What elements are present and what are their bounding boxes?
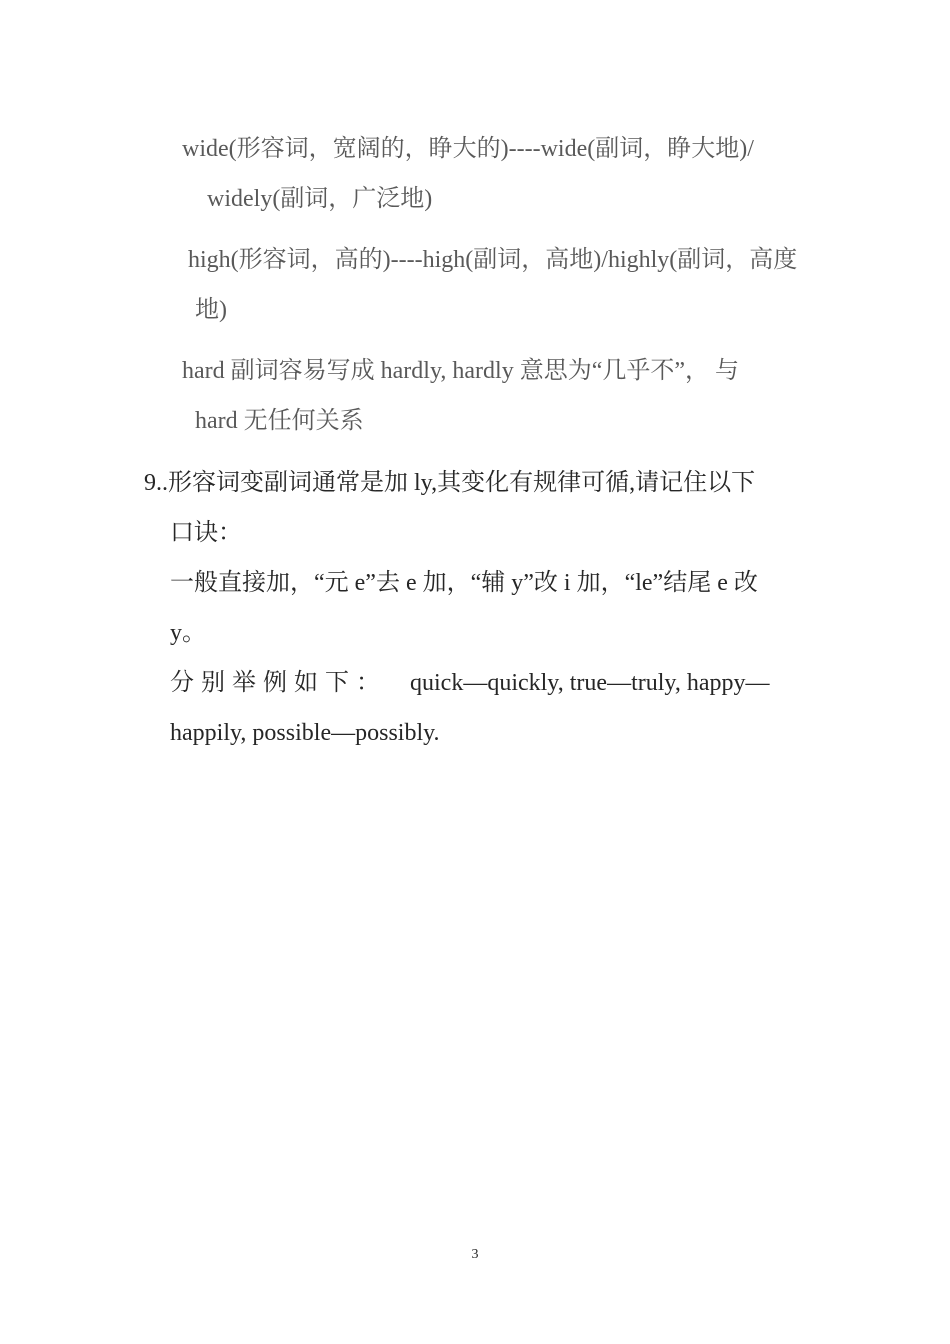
hard-line-2: hard 无任何关系 (195, 408, 364, 434)
page-number: 3 (471, 1247, 479, 1262)
example-line-1: quick—quickly, true—truly, happy— (410, 670, 770, 696)
high-line-1: high(形容词，高的)----high(副词，高地)/highly(副词，高度 (188, 247, 798, 273)
example-label: 分别举例如下： (170, 670, 387, 696)
wide-line-1: wide(形容词，宽阔的，睁大的)----wide(副词，睁大地)/ (182, 136, 754, 162)
high-line-2: 地) (195, 297, 227, 323)
rule-line-1: 一般直接加，“元 e”去 e 加，“辅 y”改 i 加，“le”结尾 e 改 (170, 570, 758, 596)
item-9-line-1 (144, 468, 755, 498)
item-9-number: 9. (144, 470, 162, 496)
hard-line-1: hard 副词容易写成 hardly, hardly 意思为“几乎不”， 与 (182, 358, 740, 384)
item-9-text: .形容词变副词通常是加 ly,其变化有规律可循,请记住以下 (162, 470, 756, 496)
rule-line-2: y。 (170, 620, 206, 646)
item-9-line-2: 口诀： (170, 520, 242, 546)
example-line-2: happily, possible—possibly. (170, 720, 440, 746)
wide-line-2: widely(副词，广泛地) (207, 186, 433, 212)
